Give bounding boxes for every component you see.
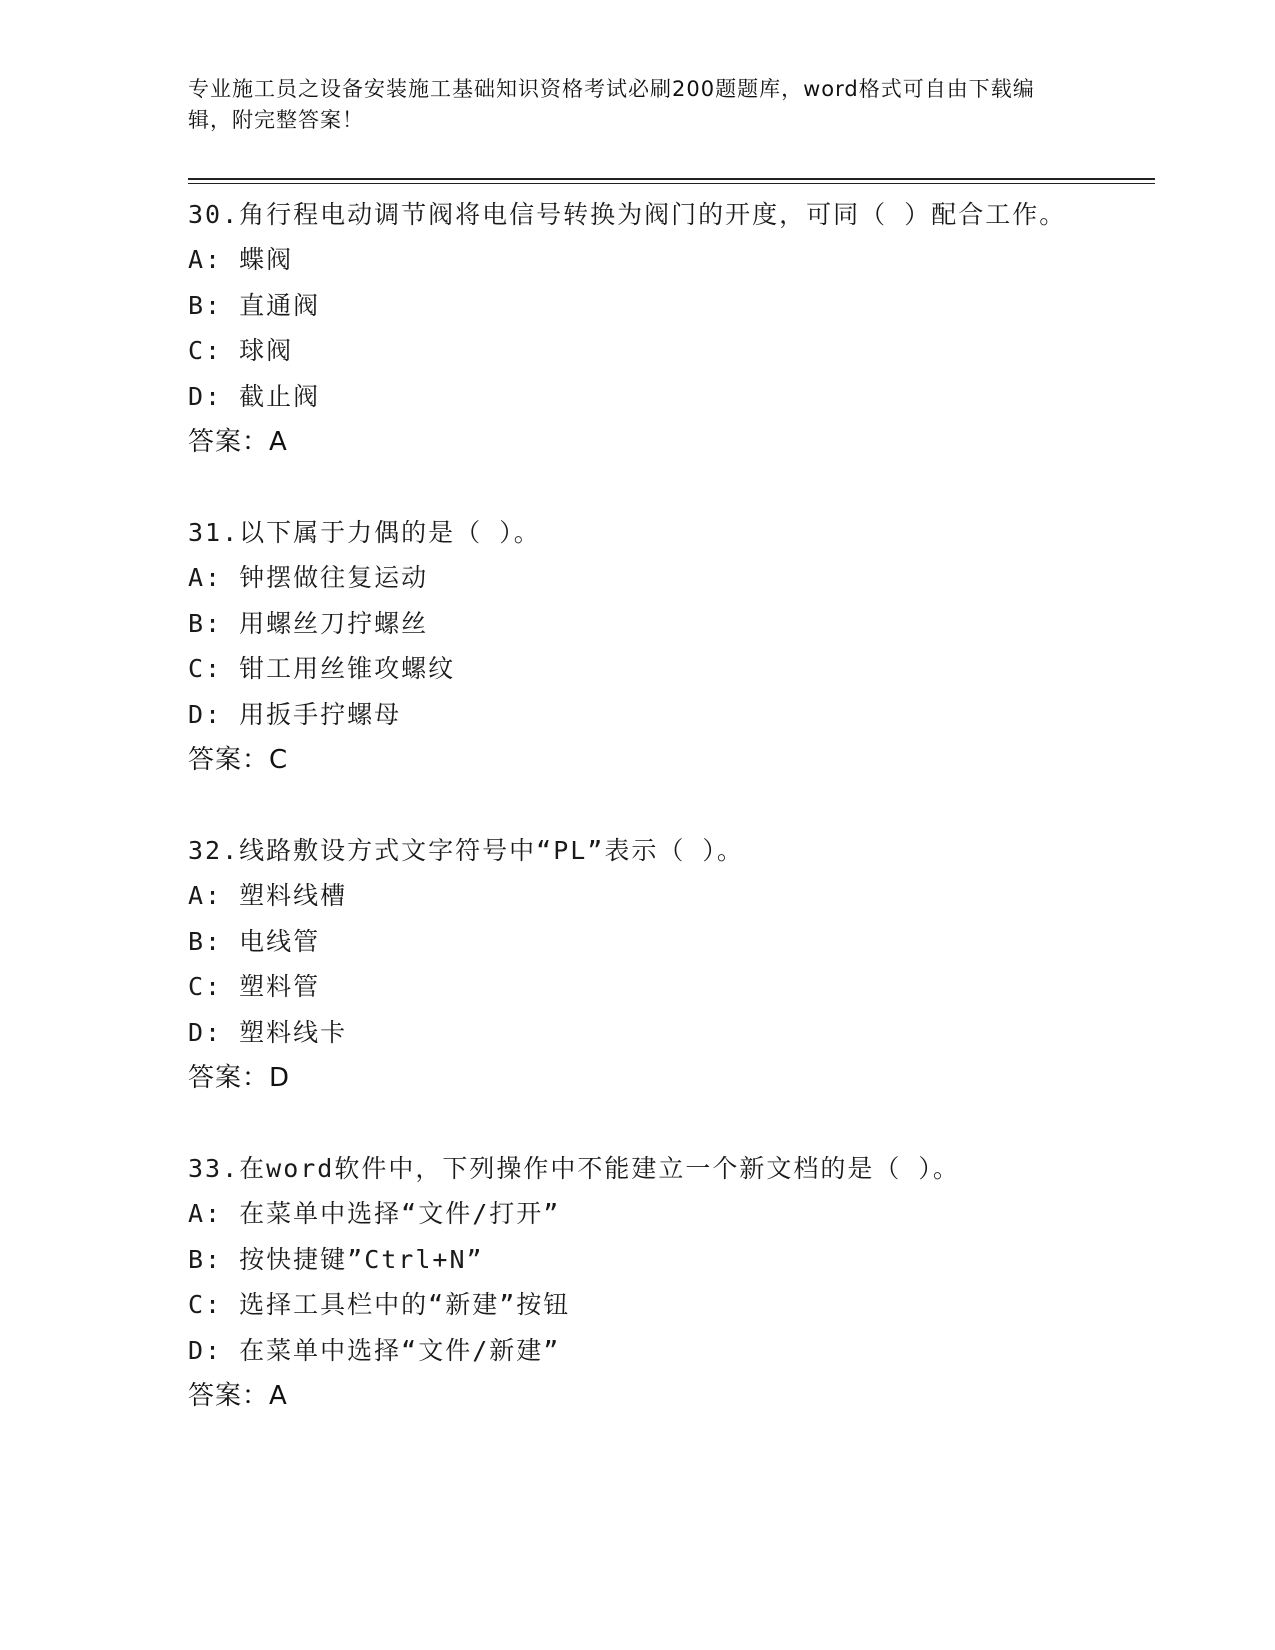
document-header: 专业施工员之设备安装施工基础知识资格考试必刷200题题库，word格式可自由下载编辑，附完整答案！ <box>188 77 1035 132</box>
option-c: C: 钳工用丝锥攻螺纹 <box>188 654 456 683</box>
answer-text: 答案：D <box>188 1063 291 1093</box>
question-item <box>188 1146 1088 1419</box>
option-b: B: 用螺丝刀拧螺丝 <box>188 608 429 638</box>
option-a: A: 钟摆做往复运动 <box>188 563 429 592</box>
question-spacer <box>188 465 1088 510</box>
header-divider-thick <box>188 178 1155 180</box>
question-spacer <box>188 783 1088 828</box>
option-b: B: 电线管 <box>188 926 321 956</box>
question-list <box>188 192 1088 1419</box>
option-c: C: 球阀 <box>188 336 294 365</box>
option-d: D: 截止阀 <box>188 381 321 411</box>
answer-text: 答案：C <box>188 745 289 775</box>
option-a: A: 在菜单中选择“文件/打开” <box>188 1199 561 1228</box>
question-stem: 30.角行程电动调节阀将电信号转换为阀门的开度，可同（ ）配合工作。 <box>188 200 1067 229</box>
option-c: C: 选择工具栏中的“新建”按钮 <box>188 1290 571 1319</box>
option-d: D: 用扳手拧螺母 <box>188 699 402 729</box>
answer-text: 答案：A <box>188 1381 288 1411</box>
option-d: D: 在菜单中选择“文件/新建” <box>188 1335 561 1365</box>
question-item <box>188 828 1088 1101</box>
question-stem: 31.以下属于力偶的是（ ）。 <box>188 518 541 547</box>
option-c: C: 塑料管 <box>188 972 321 1001</box>
option-b: B: 按快捷键”Ctrl+N” <box>188 1244 484 1274</box>
header-divider-thin <box>188 183 1155 184</box>
option-d: D: 塑料线卡 <box>188 1017 348 1047</box>
option-a: A: 蝶阀 <box>188 245 294 274</box>
option-a: A: 塑料线槽 <box>188 881 348 910</box>
answer-text: 答案：A <box>188 427 288 457</box>
option-b: B: 直通阀 <box>188 290 321 320</box>
question-stem: 32.线路敷设方式文字符号中“PL”表示（ ）。 <box>188 836 744 865</box>
question-item <box>188 192 1088 465</box>
question-item <box>188 510 1088 783</box>
question-stem: 33.在word软件中，下列操作中不能建立一个新文档的是（ ）。 <box>188 1154 960 1183</box>
question-spacer <box>188 1101 1088 1146</box>
